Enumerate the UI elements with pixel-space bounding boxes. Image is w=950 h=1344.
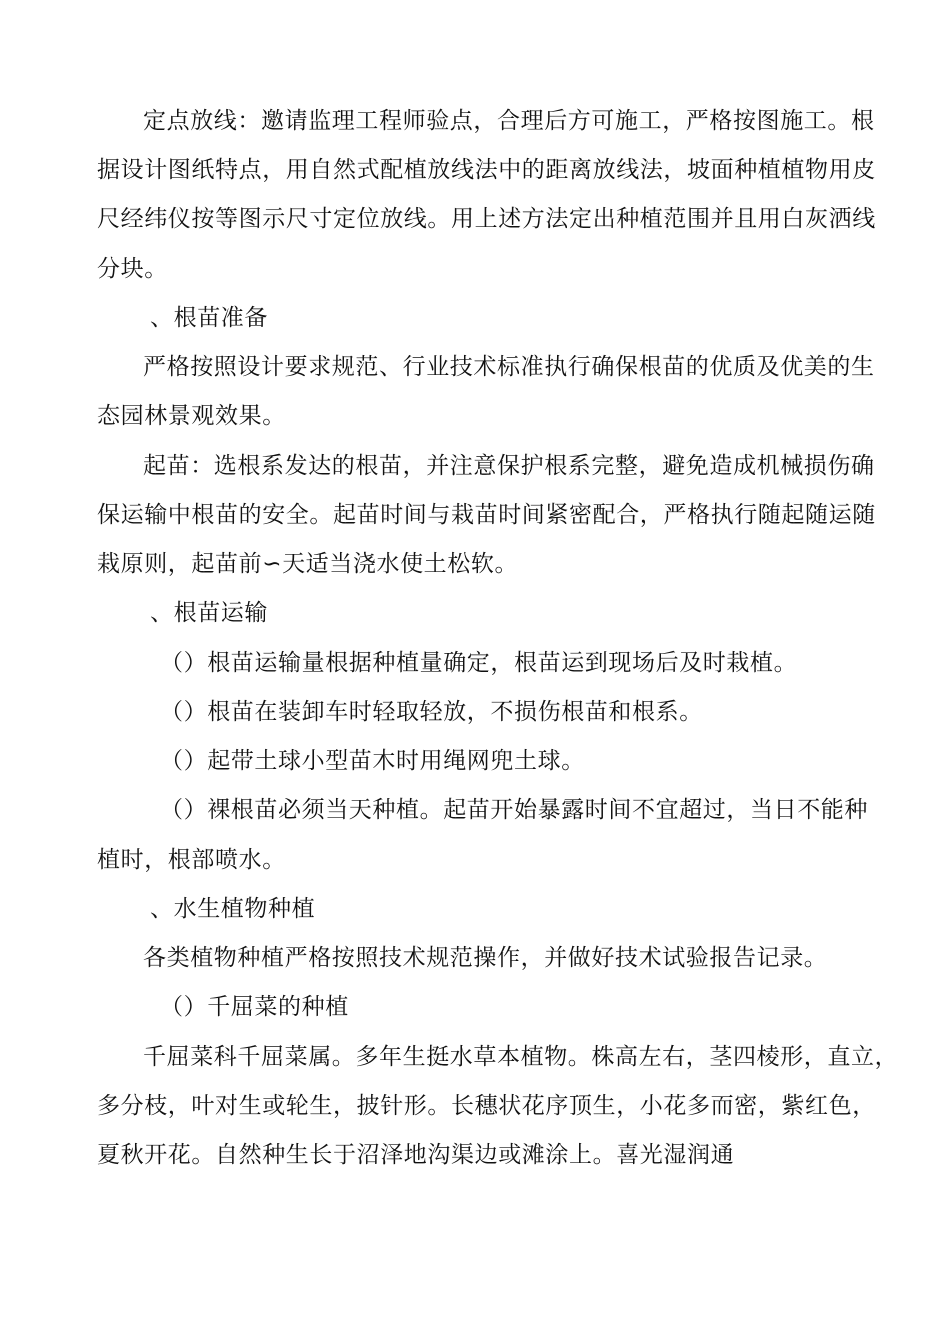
text-line: 千屈菜科千屈菜属。多年生挺水草本植物。株高左右，茎四棱形，直立，: [143, 1044, 899, 1070]
text-line: 分块。: [97, 256, 168, 282]
text-line: 态园林景观效果。: [97, 403, 286, 429]
section-heading: 、根苗运输: [150, 600, 268, 626]
list-item: （）根苗运输量根据种植量确定，根苗运到现场后及时栽植。: [160, 650, 798, 676]
text-line: 定点放线：邀请监理工程师验点，合理后方可施工，严格按图施工。根: [143, 108, 875, 134]
text-line: 植时，根部喷水。: [97, 847, 286, 873]
text-line: 多分枝，叶对生或轮生，披针形。长穗状花序顶生，小花多而密，紫红色，: [97, 1093, 876, 1119]
list-item: （）根苗在装卸车时轻取轻放，不损伤根苗和根系。: [160, 699, 703, 725]
list-item: （）起带土球小型苗木时用绳网兜土球。: [160, 748, 585, 774]
text-line: 夏秋开花。自然种生长于沼泽地沟渠边或滩涂上。喜光湿润通: [97, 1142, 735, 1168]
text-line: 保运输中根苗的安全。起苗时间与栽苗时间紧密配合，严格执行随起随运随: [97, 502, 876, 528]
text-line: 严格按照设计要求规范、行业技术标准执行确保根苗的优质及优美的生: [143, 354, 875, 380]
list-item: （）裸根苗必须当天种植。起苗开始暴露时间不宜超过，当日不能种: [160, 797, 868, 823]
section-heading: 、根苗准备: [150, 305, 268, 331]
text-line: 各类植物种植严格按照技术规范操作，并做好技术试验报告记录。: [143, 945, 828, 971]
text-line: 尺经纬仪按等图示尺寸定位放线。用上述方法定出种植范围并且用白灰洒线: [97, 206, 876, 232]
text-line: 起苗：选根系发达的根苗，并注意保护根系完整，避免造成机械损伤确: [143, 453, 875, 479]
text-line: 据设计图纸特点，用自然式配植放线法中的距离放线法，坡面种植植物用皮: [97, 157, 876, 183]
text-line: 栽原则，起苗前∽天适当浇水使土松软。: [97, 551, 519, 577]
section-heading: 、水生植物种植: [150, 896, 316, 922]
list-item: （）千屈菜的种植: [160, 994, 349, 1020]
